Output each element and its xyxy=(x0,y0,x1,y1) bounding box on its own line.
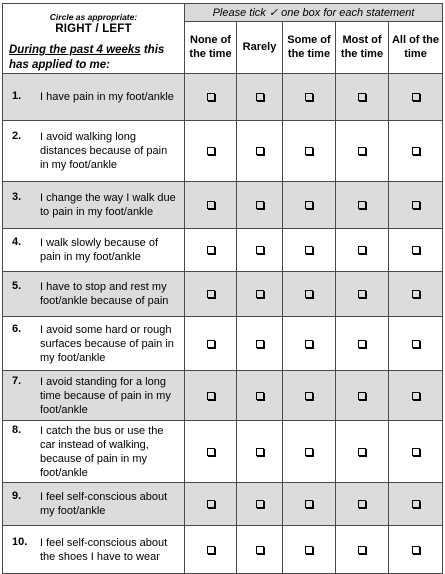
checkbox-some[interactable] xyxy=(305,93,313,101)
checkbox-rarely[interactable] xyxy=(256,448,264,456)
checkbox-most[interactable] xyxy=(358,93,366,101)
response-cell-rarely xyxy=(237,121,283,182)
period-label xyxy=(9,43,178,73)
response-cell-rarely xyxy=(237,483,283,526)
response-cell-rarely xyxy=(237,182,283,229)
response-cell-rarely xyxy=(237,371,283,421)
response-cell-rarely xyxy=(237,74,283,121)
statement-cell xyxy=(3,421,185,483)
header-corner xyxy=(3,4,185,74)
checkbox-none[interactable] xyxy=(207,500,215,508)
statement-text: I have pain in my foot/ankle xyxy=(40,91,174,103)
checkbox-all[interactable] xyxy=(412,448,420,456)
response-cell-all xyxy=(389,526,443,574)
statement-text: I feel self-conscious about the shoes I have to wear xyxy=(40,536,168,563)
response-cell-all xyxy=(389,483,443,526)
checkbox-some[interactable] xyxy=(305,340,313,348)
checkbox-some[interactable] xyxy=(305,392,313,400)
checkbox-rarely[interactable] xyxy=(256,93,264,101)
response-cell-most xyxy=(336,483,389,526)
checkbox-most[interactable] xyxy=(358,147,366,155)
checkbox-rarely[interactable] xyxy=(256,340,264,348)
statement-number: 10. xyxy=(12,535,28,548)
checkbox-most[interactable] xyxy=(358,500,366,508)
checkbox-all[interactable] xyxy=(412,201,420,209)
checkbox-rarely[interactable] xyxy=(256,500,264,508)
response-cell-some xyxy=(283,272,336,317)
response-cell-rarely xyxy=(237,526,283,574)
statement-cell xyxy=(3,272,185,317)
response-cell-rarely xyxy=(237,272,283,317)
statement-number: 6. xyxy=(12,322,22,335)
checkbox-most[interactable] xyxy=(358,546,366,554)
column-header-most: Most of the time xyxy=(336,21,389,73)
statement xyxy=(12,424,178,480)
response-cell-most xyxy=(336,121,389,182)
statement xyxy=(12,375,178,417)
statement-number: 4. xyxy=(12,236,22,248)
table-row xyxy=(3,121,443,182)
response-cell-none xyxy=(185,182,237,229)
statement xyxy=(12,191,178,219)
checkbox-most[interactable] xyxy=(358,340,366,348)
response-cell-none xyxy=(185,74,237,121)
statement-cell xyxy=(3,182,185,229)
statement-cell xyxy=(3,371,185,421)
response-cell-all xyxy=(389,182,443,229)
table-row xyxy=(3,483,443,526)
checkbox-all[interactable] xyxy=(412,290,420,298)
checkbox-none[interactable] xyxy=(207,546,215,554)
period-suffix: this has applied to me: xyxy=(9,44,165,71)
response-cell-some xyxy=(283,121,336,182)
statement xyxy=(12,236,178,264)
checkbox-rarely[interactable] xyxy=(256,147,264,155)
checkbox-none[interactable] xyxy=(207,392,215,400)
checkbox-most[interactable] xyxy=(358,246,366,254)
checkbox-rarely[interactable] xyxy=(256,246,264,254)
statement-cell xyxy=(3,526,185,574)
checkbox-none[interactable] xyxy=(207,448,215,456)
checkbox-most[interactable] xyxy=(358,448,366,456)
table-row xyxy=(3,371,443,421)
checkbox-some[interactable] xyxy=(305,201,313,209)
response-cell-some xyxy=(283,483,336,526)
response-cell-most xyxy=(336,182,389,229)
checkbox-some[interactable] xyxy=(305,290,313,298)
checkbox-some[interactable] xyxy=(305,147,313,155)
statement-cell xyxy=(3,121,185,182)
statement xyxy=(12,130,178,172)
checkbox-all[interactable] xyxy=(412,500,420,508)
statement-text: I catch the bus or use the car instead of walking, because of pain in my foot/ankle xyxy=(40,424,164,479)
checkbox-some[interactable] xyxy=(305,500,313,508)
statement-cell xyxy=(3,483,185,526)
checkbox-some[interactable] xyxy=(305,246,313,254)
period-prefix: During the past 4 weeks xyxy=(9,44,141,56)
statement-number: 2. xyxy=(12,130,22,142)
statement-number: 7. xyxy=(12,374,22,387)
statement-text: I feel self-conscious about my foot/ankle xyxy=(40,491,168,517)
response-cell-some xyxy=(283,182,336,229)
checkbox-all[interactable] xyxy=(412,546,420,554)
response-cell-rarely xyxy=(237,317,283,371)
checkbox-none[interactable] xyxy=(207,93,215,101)
table-row xyxy=(3,526,443,574)
checkbox-none[interactable] xyxy=(207,201,215,209)
checkbox-some[interactable] xyxy=(305,448,313,456)
statement-text: I avoid some hard or rough surfaces because of pain in my foot/ankle xyxy=(40,323,174,364)
statement-cell xyxy=(3,229,185,272)
statement-number: 5. xyxy=(12,280,22,292)
response-cell-all xyxy=(389,272,443,317)
statement-cell xyxy=(3,317,185,371)
response-cell-all xyxy=(389,421,443,483)
statement xyxy=(12,536,178,564)
statement-text: I walk slowly because of pain in my foot/ankle xyxy=(40,237,158,263)
checkbox-none[interactable] xyxy=(207,340,215,348)
statement-text: I change the way I walk due to pain in my foot/ankle xyxy=(40,192,176,218)
response-cell-none xyxy=(185,526,237,574)
checkbox-most[interactable] xyxy=(358,290,366,298)
statement xyxy=(12,323,178,365)
table-row xyxy=(3,182,443,229)
statement-cell xyxy=(3,74,185,121)
response-cell-none xyxy=(185,121,237,182)
response-cell-some xyxy=(283,229,336,272)
response-cell-all xyxy=(389,229,443,272)
response-cell-all xyxy=(389,74,443,121)
checkbox-none[interactable] xyxy=(207,290,215,298)
response-cell-some xyxy=(283,371,336,421)
column-header-some: Some of the time xyxy=(283,21,336,73)
response-cell-most xyxy=(336,272,389,317)
response-cell-most xyxy=(336,526,389,574)
statement-number: 9. xyxy=(12,490,22,502)
response-cell-most xyxy=(336,371,389,421)
response-cell-all xyxy=(389,121,443,182)
statement-text: I avoid walking long distances because of pain in my foot/ankle xyxy=(40,131,168,171)
response-cell-all xyxy=(389,371,443,421)
table-row xyxy=(3,229,443,272)
response-cell-none xyxy=(185,371,237,421)
checkbox-most[interactable] xyxy=(358,392,366,400)
response-cell-most xyxy=(336,317,389,371)
statement xyxy=(12,90,178,104)
circle-note: Circle as appropriate: xyxy=(49,12,138,22)
response-cell-none xyxy=(185,421,237,483)
response-cell-rarely xyxy=(237,421,283,483)
checkbox-rarely[interactable] xyxy=(256,546,264,554)
checkbox-rarely[interactable] xyxy=(256,201,264,209)
table-row xyxy=(3,421,443,483)
response-cell-most xyxy=(336,421,389,483)
column-header-all: All of the time xyxy=(389,21,443,73)
checkbox-all[interactable] xyxy=(412,340,420,348)
statement-number: 3. xyxy=(12,191,22,203)
table-row xyxy=(3,317,443,371)
statement-text: I have to stop and rest my foot/ankle because of pain xyxy=(40,281,169,307)
checkbox-rarely[interactable] xyxy=(256,392,264,400)
response-cell-rarely xyxy=(237,229,283,272)
table-row xyxy=(3,272,443,317)
checkbox-none[interactable] xyxy=(207,147,215,155)
statement-number: 8. xyxy=(12,423,22,436)
statement xyxy=(12,280,178,308)
checkbox-none[interactable] xyxy=(207,246,215,254)
column-header-rarely: Rarely xyxy=(237,21,283,73)
response-cell-none xyxy=(185,229,237,272)
response-cell-none xyxy=(185,483,237,526)
instruction-banner: Please tick ✓ one box for each statement xyxy=(185,4,443,22)
checkbox-all[interactable] xyxy=(412,147,420,155)
response-cell-some xyxy=(283,317,336,371)
questionnaire-table xyxy=(2,3,443,574)
statement xyxy=(12,490,178,518)
response-cell-some xyxy=(283,421,336,483)
checkbox-all[interactable] xyxy=(412,392,420,400)
checkbox-some[interactable] xyxy=(305,546,313,554)
column-header-none: None of the time xyxy=(185,21,237,73)
table-row xyxy=(3,74,443,121)
response-cell-none xyxy=(185,272,237,317)
response-cell-some xyxy=(283,74,336,121)
statement-text: I avoid standing for a long time because of pain in my foot/ankle xyxy=(40,375,171,416)
checkbox-all[interactable] xyxy=(412,246,420,254)
response-cell-most xyxy=(336,74,389,121)
statement-number: 1. xyxy=(12,90,22,102)
response-cell-most xyxy=(336,229,389,272)
checkbox-most[interactable] xyxy=(358,201,366,209)
response-cell-all xyxy=(389,317,443,371)
side-selector[interactable]: RIGHT / LEFT xyxy=(55,23,132,35)
checkbox-all[interactable] xyxy=(412,93,420,101)
checkbox-rarely[interactable] xyxy=(256,290,264,298)
response-cell-some xyxy=(283,526,336,574)
response-cell-none xyxy=(185,317,237,371)
